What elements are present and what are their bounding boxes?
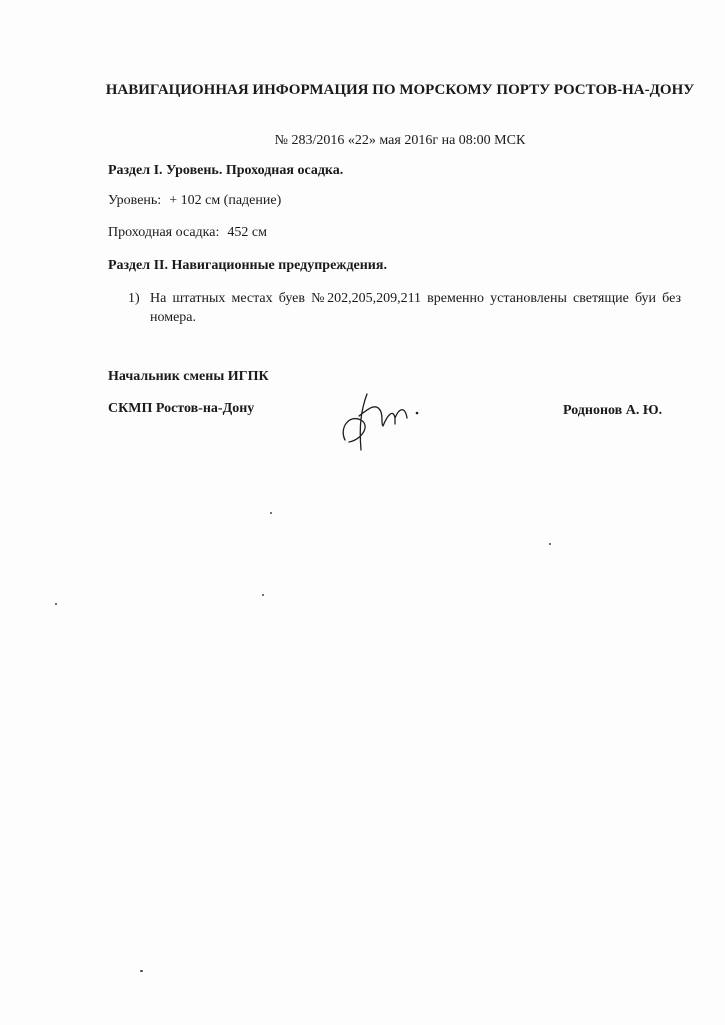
scan-speck xyxy=(55,603,57,605)
warning-list xyxy=(128,289,681,327)
draft-value: 452 см xyxy=(227,225,267,240)
draft-line xyxy=(108,225,267,241)
handwritten-signature xyxy=(337,388,427,454)
document-title: НАВИГАЦИОННАЯ ИНФОРМАЦИЯ ПО МОРСКОМУ ПОРТУ РОСТОВ-НА-ДОНУ xyxy=(105,82,695,98)
list-item-text: На штатных местах буев №202,205,209,211 временно установлены светящие буи без номера. xyxy=(150,291,681,325)
scan-speck xyxy=(270,512,272,514)
section-2-heading: Раздел II. Навигационные предупреждения. xyxy=(108,258,387,273)
list-item xyxy=(128,289,681,327)
water-level-line xyxy=(108,193,281,209)
draft-label: Проходная осадка: xyxy=(108,225,220,240)
scan-speck xyxy=(262,594,264,596)
signatory-position-line1: Начальник смены ИГПК xyxy=(108,369,269,384)
section-1-heading: Раздел I. Уровень. Проходная осадка. xyxy=(108,163,344,178)
list-item-marker: 1) xyxy=(128,291,140,306)
scan-speck xyxy=(140,970,143,972)
water-level-value: + 102 см (падение) xyxy=(169,193,282,208)
water-level-label: Уровень: xyxy=(108,193,162,208)
signatory-position-line2: СКМП Ростов-на-Дону xyxy=(108,401,255,416)
document-number-date: № 283/2016 «22» мая 2016г на 08:00 МСК xyxy=(274,133,526,148)
scan-speck xyxy=(549,543,551,545)
signatory-name: Роднонов А. Ю. xyxy=(563,403,663,418)
